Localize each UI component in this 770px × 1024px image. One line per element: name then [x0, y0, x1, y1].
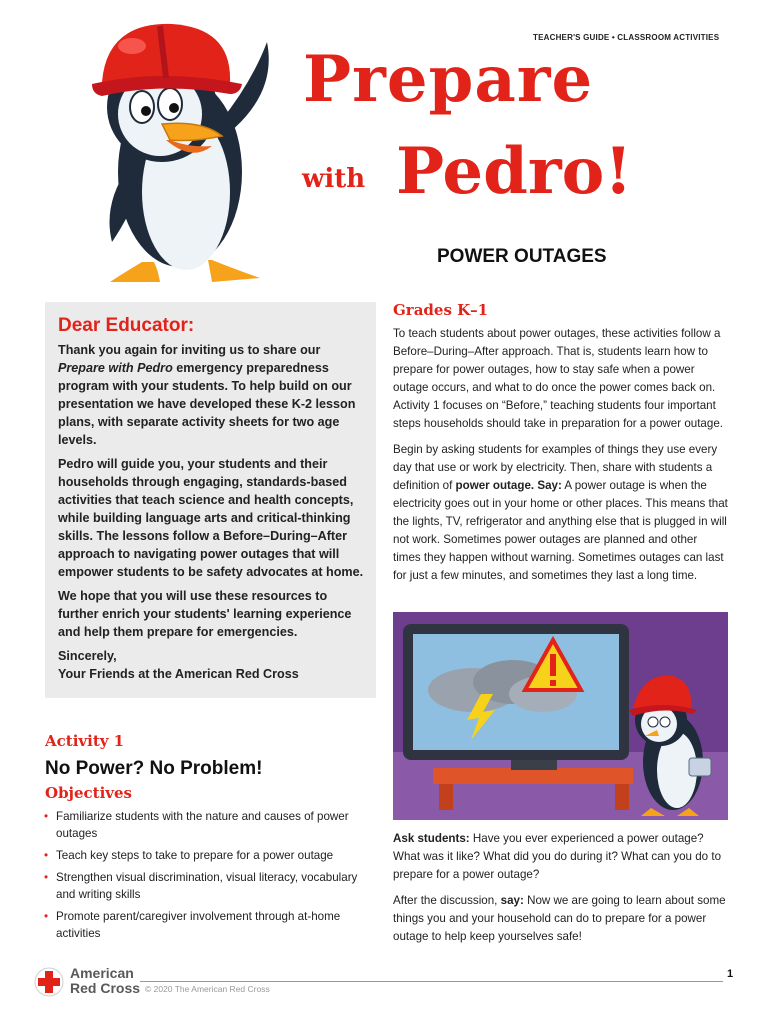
footer-divider	[140, 981, 723, 982]
grades-body	[393, 325, 728, 593]
bullet-icon: •	[44, 849, 49, 862]
objectives-label: Objectives	[45, 784, 132, 802]
educator-paragraph-2: Pedro will guide you, your students and their households through engaging, standards-based activities that teach science and health concepts, while building language arts and critical-thinking skills. The lessons follow a Before–During–After approach to navigating power outages that will empower students to be safety advocates at home.	[58, 457, 364, 579]
educator-heading: Dear Educator:	[58, 315, 195, 336]
pedro-mascot-illustration	[62, 12, 302, 287]
grades-heading: Grades K–1	[393, 301, 489, 319]
activity-label: Activity 1	[45, 732, 125, 750]
objectives-list	[44, 808, 364, 947]
educator-paragraph-1: Thank you again for inviting us to share our Prepare with Pedro emergency preparedness program with your students. To help build on our presentation we have developed these K-2 lesson plans, with separate activity sheets for two age levels.	[58, 343, 356, 447]
grades-paragraph-2: Begin by asking students for examples of things they use every day that use or work by electricity. Then, share with students a definition of power outage. Say: A power outage is when the electricity goes out in your home or other places. This means that the lights, TV, refrigerator and anything else that is plugged in will not work. Sometimes power outages are planned and other times they happen without warning. Sometimes outages can last for just a few minutes, and sometimes they last a long time.	[393, 443, 728, 582]
list-item: • Promote parent/caregiver involvement through at-home activities	[44, 910, 341, 940]
tv-scene	[393, 612, 728, 820]
bullet-icon: •	[44, 810, 49, 823]
title-pedro: Pedro!	[396, 134, 633, 209]
educator-letter	[58, 341, 368, 683]
bullet-icon: •	[44, 871, 49, 884]
discussion-text	[393, 830, 728, 954]
bullet-icon: •	[44, 910, 49, 923]
activity-title: No Power? No Problem!	[45, 758, 263, 779]
title-with: with	[302, 164, 366, 194]
list-item: • Familiarize students with the nature and causes of power outages	[44, 810, 349, 840]
page-number: 1	[727, 968, 734, 980]
red-cross-logo-icon	[34, 967, 64, 997]
title-prepare: Prepare	[303, 42, 594, 117]
list-item: • Strengthen visual discrimination, visual literacy, vocabulary and writing skills	[44, 871, 358, 901]
ask-paragraph: Ask students: Have you ever experienced a power outage? What was it like? What did you do during it? What can you do to prepare for a power outage?	[393, 832, 722, 881]
copyright-text: © 2020 The American Red Cross	[145, 984, 270, 994]
educator-signoff: Sincerely, Your Friends at the American Red Cross	[58, 649, 299, 681]
grades-paragraph-1: To teach students about power outages, these activities follow a Before–During–After approach. That is, students learn how to prepare for power outages, how to stay safe when a power outage occurs, and what to do once the power comes back on. Activity 1 focuses on “Before,” teaching students four important steps households should take in preparation for a power outage.	[393, 327, 723, 430]
red-cross-logo-text: American Red Cross	[70, 965, 141, 996]
educator-paragraph-3: We hope that you will use these resources to further enrich your students' learning experience and help them prepare for emergencies.	[58, 589, 352, 639]
list-item: • Teach key steps to take to prepare for a power outage	[44, 849, 334, 862]
power-outage-illustration	[393, 612, 728, 820]
topic-heading: POWER OUTAGES	[437, 246, 607, 267]
guide-label: TEACHER'S GUIDE • CLASSROOM ACTIVITIES	[533, 33, 720, 42]
after-paragraph: After the discussion, say: Now we are going to learn about some things you and your household can do to prepare for a power outage to help keep yourselves safe!	[393, 894, 726, 943]
